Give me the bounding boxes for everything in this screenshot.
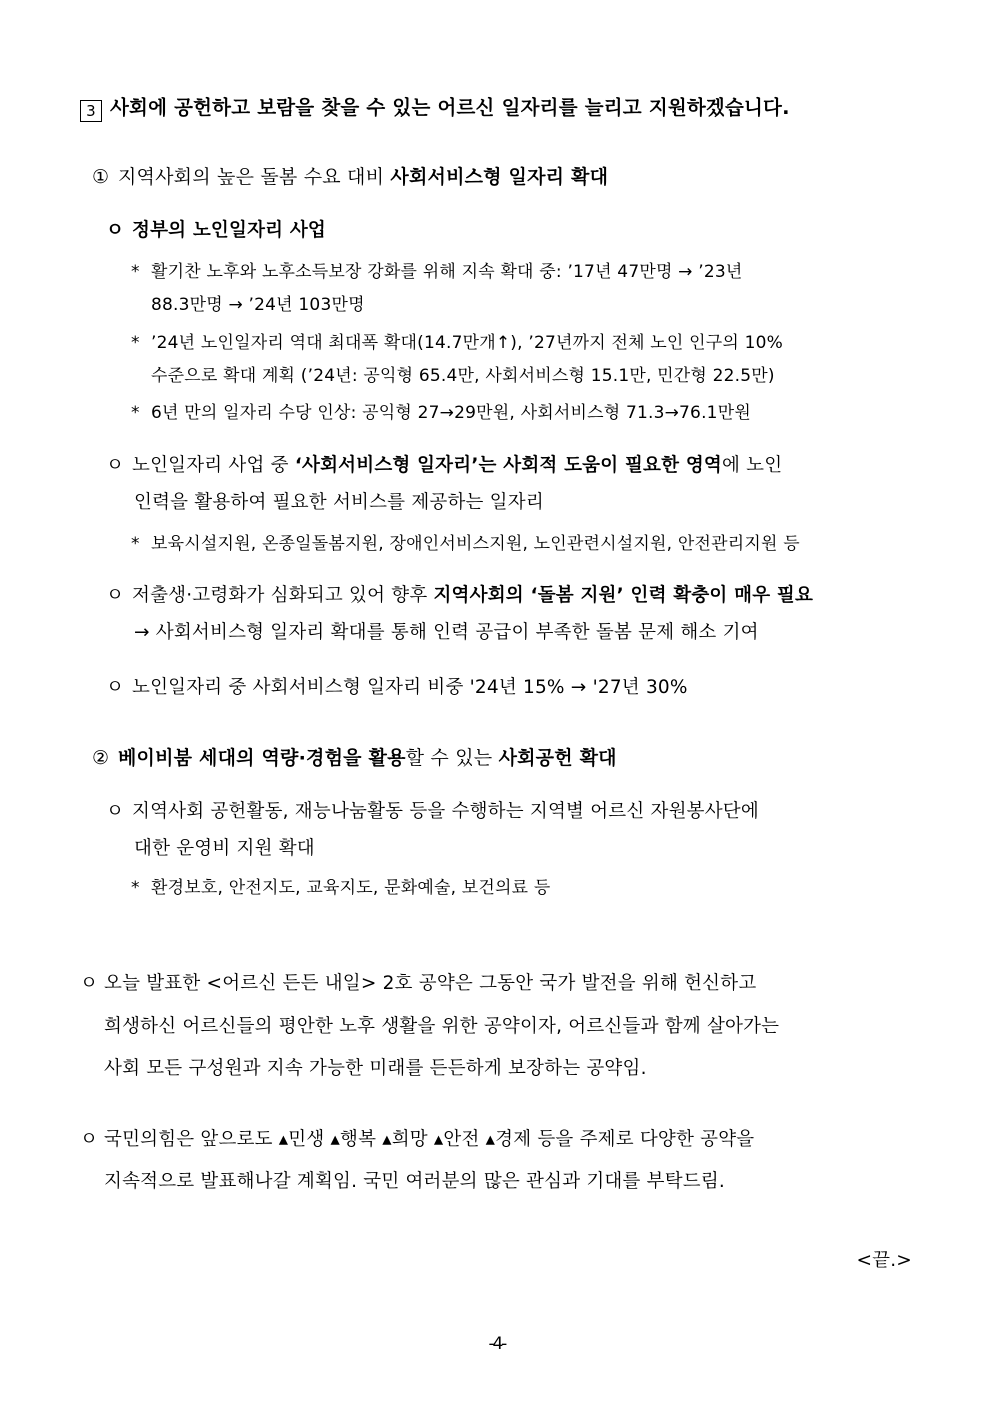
bullet-marker: ㅇ — [106, 220, 125, 241]
note-marker: * — [131, 333, 140, 353]
note-gov-1-line1: 활기찬 노후와 노후소득보장 강화를 위해 지속 확대 중: ’17년 47만명 → ’23년 — [151, 262, 743, 282]
bullet-volunteer-line1: 지역사회 공헌활동, 재능나눔활동 등을 수행하는 지역별 어르신 자원봉사단에 — [132, 801, 759, 822]
note-marker: * — [131, 878, 140, 898]
bullet-aging — [106, 581, 813, 607]
section-heading — [80, 92, 912, 122]
note-marker: * — [131, 403, 140, 423]
bullet-social-cont — [134, 488, 544, 514]
note-volunteer-text: 환경보호, 안전지도, 교육지도, 문화예술, 보건의료 등 — [151, 878, 551, 898]
closing-1-line3: 사회 모든 구성원과 지속 가능한 미래를 든든하게 보장하는 공약임. — [104, 1058, 647, 1079]
bullet-volunteer-line2: 대한 운영비 지원 확대 — [134, 838, 315, 859]
item-2-text: 할 수 있는 — [405, 747, 499, 769]
closing-2 — [80, 1125, 754, 1151]
note-gov-1-cont — [151, 290, 365, 315]
closing-2-cont — [104, 1167, 725, 1193]
page-number: - 4 - — [488, 1334, 504, 1354]
item-1-marker: ① — [92, 166, 110, 188]
bullet-social-text-2: 에 노인 — [721, 455, 783, 476]
bullet-aging-bold: 지역사회의 ‘돌봄 지원’ 인력 확충이 매우 필요 — [433, 585, 814, 606]
bullet-marker: ㅇ — [106, 801, 125, 822]
bullet-aging-line2: → 사회서비스형 일자리 확대를 통해 인력 공급이 부족한 돌봄 문제 해소 기여 — [134, 622, 759, 643]
bullet-social — [106, 451, 782, 477]
bullet-marker: ㅇ — [80, 1129, 99, 1150]
bullet-ratio-text: 노인일자리 중 사회서비스형 일자리 비중 '24년 15% → '27년 30% — [132, 677, 688, 698]
note-gov-2 — [131, 328, 911, 353]
closing-1 — [80, 969, 756, 995]
bullet-social-line2: 인력을 활용하여 필요한 서비스를 제공하는 일자리 — [134, 492, 544, 513]
bullet-aging-text-1: 저출생·고령화가 심화되고 있어 향후 — [132, 585, 434, 606]
item-2-heading — [92, 743, 617, 770]
closing-1-cont-1 — [104, 1012, 779, 1038]
item-2-bold-1: 베이비붐 세대의 역량·경험을 활용 — [118, 747, 406, 769]
note-gov-2-cont — [151, 361, 775, 386]
note-gov-1-line2: 88.3만명 → ’24년 103만명 — [151, 295, 365, 315]
note-volunteer — [131, 873, 551, 898]
note-social — [131, 529, 800, 554]
item-2-bold-2: 사회공헌 확대 — [498, 747, 617, 769]
note-marker: * — [131, 534, 140, 554]
bullet-marker: ㅇ — [106, 455, 125, 476]
bullet-aging-cont — [134, 618, 759, 644]
closing-1-cont-2 — [104, 1054, 647, 1080]
note-gov-3-line1: 6년 만의 일자리 수당 인상: 공익형 27→29만원, 사회서비스형 71.3→76.1만원 — [151, 403, 751, 423]
note-gov-3 — [131, 398, 751, 423]
section-number-box: 3 — [80, 100, 102, 122]
note-gov-2-line2: 수준으로 확대 계획 (’24년: 공익형 65.4만, 사회서비스형 15.1만, 민간형 22.5만) — [151, 366, 775, 386]
note-gov-1 — [131, 257, 911, 282]
bullet-social-text-1: 노인일자리 사업 중 — [132, 455, 295, 476]
end-mark: <끝.> — [856, 1250, 912, 1271]
item-1-bold: 사회서비스형 일자리 확대 — [390, 166, 609, 188]
bullet-social-bold: ‘사회서비스형 일자리’는 사회적 도움이 필요한 영역 — [294, 455, 722, 476]
bullet-marker: ㅇ — [106, 585, 125, 606]
note-gov-2-line1: ’24년 노인일자리 역대 최대폭 확대(14.7만개↑), ’27년까지 전체 노인 인구의 10% — [151, 333, 784, 353]
bullet-ratio — [106, 673, 688, 699]
closing-2-line2: 지속적으로 발표해나갈 계획임. 국민 여러분의 많은 관심과 기대를 부탁드림. — [104, 1171, 726, 1192]
bullet-gov-title — [106, 216, 326, 242]
note-social-text: 보육시설지원, 온종일돌봄지원, 장애인서비스지원, 노인관련시설지원, 안전관리지원 등 — [151, 534, 800, 554]
bullet-gov-text: 정부의 노인일자리 사업 — [132, 220, 326, 241]
bullet-volunteer — [106, 797, 759, 823]
bullet-volunteer-cont — [134, 834, 315, 860]
closing-2-line1: 국민의힘은 앞으로도 ▴민생 ▴행복 ▴희망 ▴안전 ▴경제 등을 주제로 다양한 공약을 — [104, 1129, 755, 1150]
note-marker: * — [131, 262, 140, 282]
item-2-marker: ② — [92, 747, 110, 769]
section-title: 사회에 공헌하고 보람을 찾을 수 있는 어르신 일자리를 늘리고 지원하겠습니다. — [110, 96, 790, 119]
closing-1-line2: 희생하신 어르신들의 평안한 노후 생활을 위한 공약이자, 어르신들과 함께 살아가는 — [104, 1016, 780, 1037]
bullet-marker: ㅇ — [106, 677, 125, 698]
item-1-text: 지역사회의 높은 돌봄 수요 대비 — [118, 166, 391, 188]
item-1-heading — [92, 162, 608, 189]
closing-1-line1: 오늘 발표한 <어르신 든든 내일> 2호 공약은 그동안 국가 발전을 위해 헌신하고 — [104, 973, 757, 994]
bullet-marker: ㅇ — [80, 973, 99, 994]
